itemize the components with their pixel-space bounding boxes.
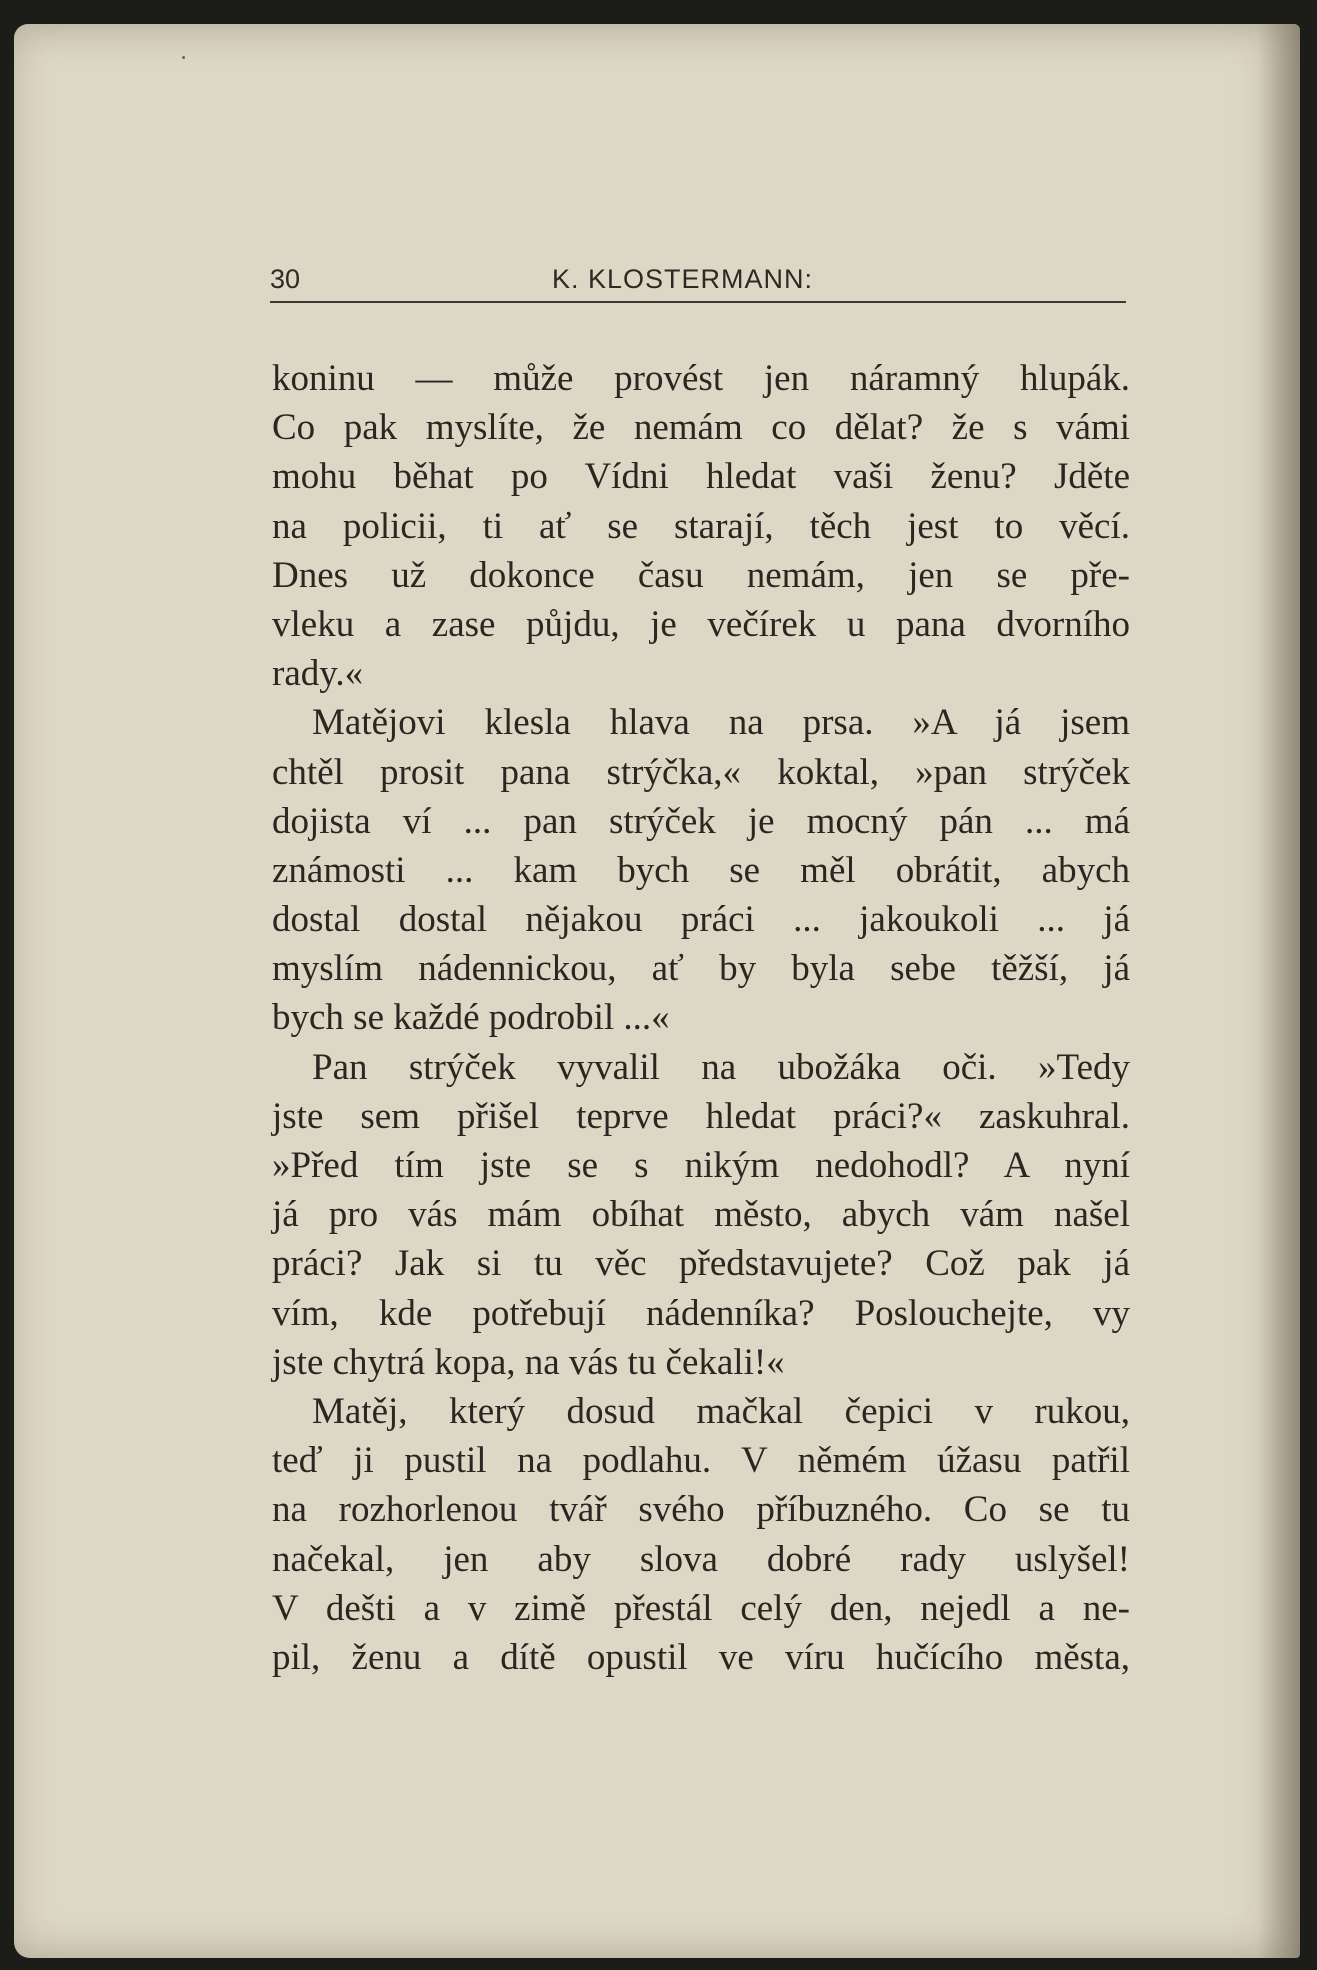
header-rule: [270, 301, 1126, 303]
dust-speck: [182, 56, 185, 59]
text-line: Matějovi klesla hlava na prsa. »A já jsem: [312, 702, 1130, 744]
text-line: myslím nádennickou, ať by byla sebe těžší, já: [272, 948, 1130, 990]
text-line: načekal, jen aby slova dobré rady uslyšel!: [272, 1538, 1130, 1580]
text-line: dostal dostal nějakou práci ... jakoukoli ... já: [272, 899, 1130, 941]
text-line: mohu běhat po Vídni hledat vaši ženu? Jděte: [272, 456, 1130, 498]
text-line: vleku a zase půjdu, je večírek u pana dvorního: [272, 603, 1130, 645]
text-line: vím, kde potřebují nádenníka? Poslouchejte, vy: [272, 1292, 1130, 1334]
text-line: Pan strýček vyvalil na ubožáka oči. »Tedy: [312, 1046, 1130, 1088]
text-line: jste chytrá kopa, na vás tu čekali!«: [272, 1341, 785, 1383]
running-head: K. KLOSTERMANN:: [552, 264, 814, 294]
text-line: já pro vás mám obíhat město, abych vám našel: [272, 1194, 1130, 1236]
text-line: koninu — může provést jen náramný hlupák.: [272, 358, 1130, 399]
text-line: bych se každé podrobil ...«: [272, 997, 670, 1039]
page-header: [270, 260, 1126, 300]
spine-shadow: [1258, 24, 1300, 1958]
text-line: dojista ví ... pan strýček je mocný pán ... má: [272, 800, 1130, 842]
text-line: na policii, ti ať se starají, těch jest to věcí.: [272, 505, 1130, 547]
text-line: známosti ... kam bych se měl obrátit, abych: [272, 849, 1130, 891]
text-line: jste sem přišel teprve hledat práci?« zaskuhral.: [272, 1095, 1130, 1137]
text-line: na rozhorlenou tvář svého příbuzného. Co se tu: [272, 1489, 1130, 1531]
text-line: Dnes už dokonce času nemám, jen se pře-: [272, 554, 1130, 596]
text-line: V dešti a v zimě přestál celý den, nejedl a ne-: [272, 1587, 1130, 1629]
page-number: 30: [270, 264, 301, 294]
text-line: rady.«: [272, 653, 364, 695]
body-text: [272, 354, 1130, 1682]
text-line: teď ji pustil na podlahu. V němém úžasu patřil: [272, 1440, 1130, 1482]
text-line: Matěj, který dosud mačkal čepici v rukou,: [312, 1390, 1130, 1432]
text-line: »Před tím jste se s nikým nedohodl? A nyní: [272, 1145, 1130, 1186]
text-line: chtěl prosit pana strýčka,« koktal, »pan strýček: [272, 751, 1130, 793]
text-line: práci? Jak si tu věc představujete? Což pak já: [272, 1243, 1130, 1285]
text-line: Co pak myslíte, že nemám co dělat? že s vámi: [272, 407, 1130, 449]
text-line: pil, ženu a dítě opustil ve víru hučícího města,: [272, 1636, 1130, 1678]
